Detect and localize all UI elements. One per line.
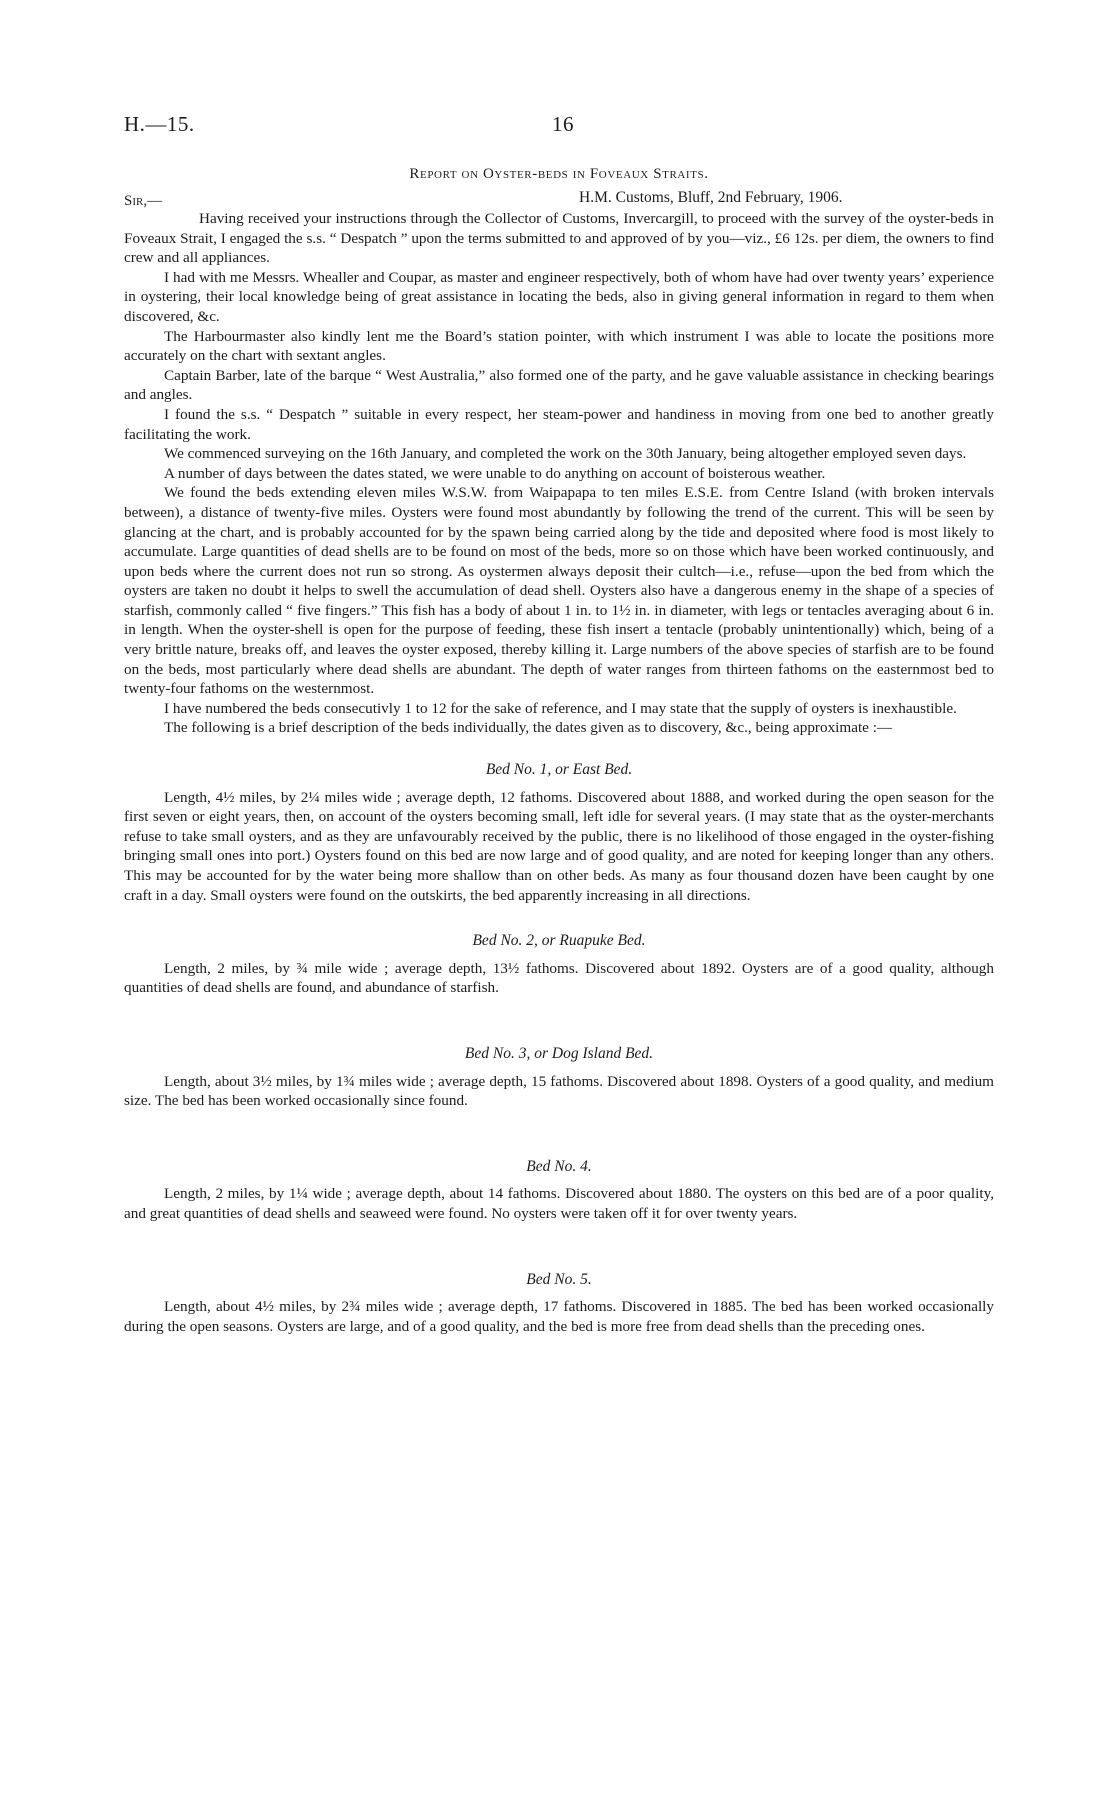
bed-description: Length, 2 miles, by ¾ mile wide ; average depth, 13½ fathoms. Discovered about 1892. Oysters are of a good quality, although quantities of dead shells are found, and abundance of starfish. <box>124 959 994 997</box>
report-body <box>124 209 994 1336</box>
salutation: Sir,— <box>124 193 163 209</box>
bed-heading: Bed No. 5. <box>526 1270 592 1288</box>
bed-description: Length, about 3½ miles, by 1¾ miles wide ; average depth, 15 fathoms. Discovered about 1898. Oysters of a good quality, and medium size. The bed has been worked occasionally since found. <box>124 1072 994 1110</box>
paragraph: I had with me Messrs. Whealler and Coupar, as master and engineer respectively, both of whom have had over twenty years’ experience in oystering, their local knowledge being of great assistance in locating the beds, also in giving general information in regard to them when discovered, &c. <box>124 268 994 325</box>
bed-heading: Bed No. 3, or Dog Island Bed. <box>464 1044 654 1062</box>
paragraph: Having received your instructions through the Collector of Customs, Invercargill, to proceed with the survey of the oyster-beds in Foveaux Strait, I engaged the s.s. “ Despatch ” upon the terms submitted to and approved of by you—viz., £6 12s. per diem, the owners to find crew and all appliances. <box>124 210 994 267</box>
bed-description: Length, 4½ miles, by 2¼ miles wide ; average depth, 12 fathoms. Discovered about 1888, and worked during the open season for the first seven or eight years, then, on account of the oysters becoming small, left idle for several years. (I may state that as the oyster-merchants refuse to take small oysters, and as they are unfavourably received by the public, there is no likelihood of those engaged in the oyster-fishing bringing small ones into port.) Oysters found on this bed are now large and of good quality, and are noted for keeping longer than any others. This may be accounted for by the water being more shallow than on other beds. As many as four thousand dozen have been caught by one craft in a day. Small oysters were found on the outskirts, the bed apparently increasing in all directions. <box>124 788 994 904</box>
bed-heading: Bed No. 1, or East Bed. <box>485 761 633 779</box>
paragraph: I found the s.s. “ Despatch ” suitable in every respect, her steam-power and handiness in moving from one bed to another greatly facilitating the work. <box>124 405 994 443</box>
page-number: 16 <box>552 112 574 136</box>
bed-heading: Bed No. 2, or Ruapuke Bed. <box>472 932 646 950</box>
paragraph: Captain Barber, late of the barque “ West Australia,” also formed one of the party, and he gave valuable assistance in checking bearings and angles. <box>124 366 994 404</box>
dateline: H.M. Customs, Bluff, 2nd February, 1906. <box>579 189 843 206</box>
paragraph: I have numbered the beds consecutivly 1 to 12 for the sake of reference, and I may state that the supply of oysters is inexhaustible. <box>164 699 957 717</box>
report-title: Report on Oyster-beds in Foveaux Straits. <box>409 166 709 182</box>
bed-description: Length, 2 miles, by 1¼ wide ; average depth, about 14 fathoms. Discovered about 1880. The oysters on this bed are of a poor quality, and great quantities of dead shells and seaweed were found. No oysters were taken off it for over twenty years. <box>124 1185 994 1222</box>
paragraph: A number of days between the dates stated, we were unable to do anything on account of boisterous weather. <box>164 464 826 482</box>
paragraph: The following is a brief description of the beds individually, the dates given as to discovery, &c., being approximate :— <box>164 719 893 737</box>
bed-description: Length, about 4½ miles, by 2¾ miles wide ; average depth, 17 fathoms. Discovered in 1885. The bed has been worked occasionally during the open seasons. Oysters are large, and of a good quality, and the bed is more free from dead shells than the preceding ones. <box>124 1298 994 1335</box>
bed-heading: Bed No. 4. <box>526 1157 592 1175</box>
paper-reference: H.—15. <box>124 112 195 136</box>
paragraph: We commenced surveying on the 16th January, and completed the work on the 30th January, being altogether employed seven days. <box>164 445 967 463</box>
paragraph: The Harbourmaster also kindly lent me the Board’s station pointer, with which instrument I was able to locate the positions more accurately on the chart with sextant angles. <box>124 327 994 365</box>
paragraph: We found the beds extending eleven miles W.S.W. from Waipapapa to ten miles E.S.E. from Centre Island (with broken intervals between), a distance of twenty-five miles. Oysters were found most abundantly by following the trend of the current. This will be seen by glancing at the chart, and is probably accounted for by the spawn being carried along by the tide and deposited where food is most likely to accumulate. Large quantities of dead shells are to be found on most of the beds, more so on those which have been worked continuously, and upon beds where the current does not run so strong. As oystermen always deposit their cultch—i.e., refuse—upon the bed from which the oysters are taken no doubt it helps to swell the accumulation of dead shell. Oysters also have a dangerous enemy in the shape of a species of starfish, commonly called “ five fingers.” This fish has a body of about 1 in. to 1½ in. in diameter, with legs or tentacles averaging about 6 in. in length. When the oyster-shell is open for the purpose of feeding, these fish insert a tentacle (probably unintentionally) which, being of a very brittle nature, breaks off, and leaves the oyster exposed, thereby killing it. Large numbers of the above species of starfish are to be found on the beds, most particularly where dead shells are abundant. The depth of water ranges from thirteen fathoms on the easternmost bed to twenty-four fathoms on the westernmost. <box>124 484 994 698</box>
